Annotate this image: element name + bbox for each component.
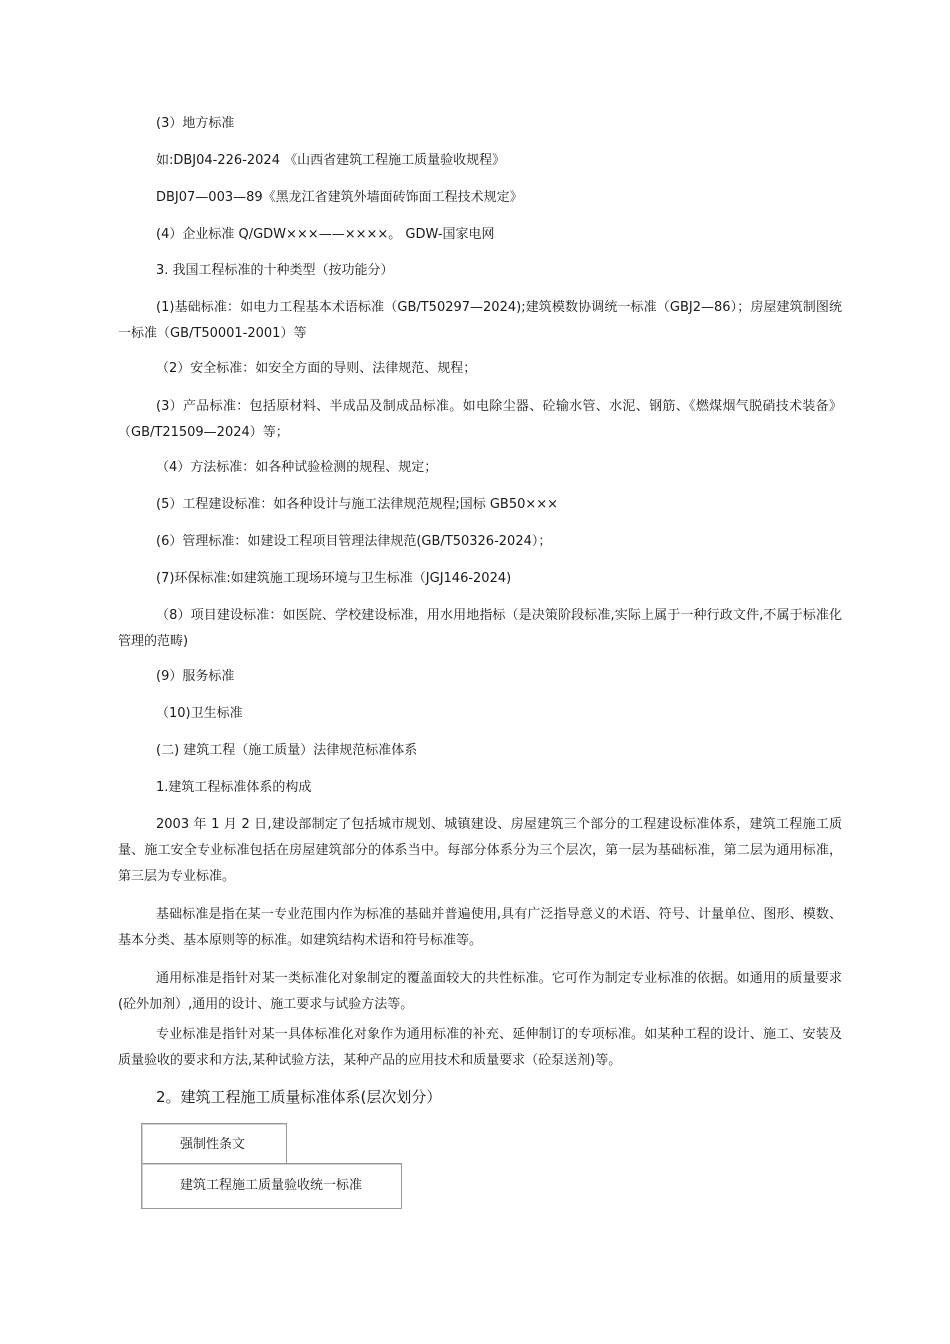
product-standard-paragraph: (3）产品标准：包括原材料、半成品及制成品标准。如电除尘器、砼输水管、水泥、钢筋、《燃煤烟气脱硝技术装备》（GB/T21509—2024）等；	[118, 399, 842, 440]
engineering-standard-line: (5）工程建设标准：如各种设计与施工法律规范规程;国标 GB50×××	[156, 497, 559, 512]
unified-standard-label: 建筑工程施工质量验收统一标准	[180, 1178, 363, 1193]
hierarchy-heading: 2。建筑工程施工质量标准体系(层次划分）	[156, 1088, 442, 1106]
system-intro-paragraph: 2003 年 1 月 2 日,建设部制定了包括城市规划、城镇建设、房屋建筑三个部分的工程建设标准体系，建筑工程施工质量、施工安全专业标准包括在房屋建筑部分的体系当中。每部分体系分为三个层次，第一层为基础标准，第二层为通用标准，第三层为专业标准。	[118, 817, 842, 884]
section-two-heading: (二) 建筑工程（施工质量）法律规范标准体系	[156, 743, 418, 758]
basic-standard-definition: 基础标准是指在某一专业范围内作为标准的基础并普遍使用,具有广泛指导意义的术语、符号、计量单位、图形、模数、基本分类、基本原则等的标准。如建筑结构术语和符号标准等。	[118, 907, 842, 948]
shanxi-standard-line: 如:DBJ04-226-2024 《山西省建筑工程施工质量验收规程》	[156, 153, 506, 168]
enterprise-standard-line: (4）企业标准 Q/GDW×××——××××。 GDW-国家电网	[156, 227, 495, 242]
mandatory-provisions-box	[141, 1123, 287, 1165]
local-standard-heading: (3）地方标准	[156, 116, 235, 131]
mandatory-provisions-label: 强制性条文	[180, 1137, 246, 1152]
composition-heading: 1.建筑工程标准体系的构成	[156, 780, 312, 795]
heilongjiang-standard-line: DBJ07—003—89《黑龙江省建筑外墙面砖饰面工程技术规定》	[156, 190, 523, 205]
management-standard-line: (6）管理标准：如建设工程项目管理法律规范(GB/T50326-2024）；	[156, 534, 552, 549]
basic-standard-paragraph: (1)基础标准：如电力工程基本术语标准（GB/T50297—2024);建筑模数协调统一标准（GBJ2—86）；房屋建筑制图统一标准（GB/T50001-2001）等	[118, 300, 842, 341]
method-standard-line: （4）方法标准：如各种试验检测的规程、规定；	[156, 460, 438, 475]
safety-standard-line: （2）安全标准：如安全方面的导则、法律规范、规程；	[156, 361, 477, 376]
professional-standard-definition: 专业标准是指针对某一具体标准化对象作为通用标准的补充、延伸制订的专项标准。如某种工程的设计、施工、安装及质量验收的要求和方法,某种试验方法，某种产品的应用技术和质量要求（砼泵送剂)等。	[118, 1027, 842, 1068]
general-standard-definition: 通用标准是指针对某一类标准化对象制定的覆盖面较大的共性标准。它可作为制定专业标准的依据。如通用的质量要求(砼外加剂）,通用的设计、施工要求与试验方法等。	[118, 971, 842, 1012]
project-standard-paragraph: （8）项目建设标准：如医院、学校建设标准，用水用地指标（是决策阶段标准,实际上属于一种行政文件,不属于标准化管理的范畴)	[118, 608, 842, 649]
environment-standard-line: (7)环保标准:如建筑施工现场环境与卫生标准（JGJ146-2024)	[156, 571, 512, 586]
hygiene-standard-line: （10)卫生标准	[156, 706, 243, 721]
service-standard-line: (9）服务标准	[156, 669, 235, 684]
ten-types-heading: 3. 我国工程标准的十种类型（按功能分）	[156, 263, 394, 278]
unified-standard-box	[141, 1163, 402, 1209]
